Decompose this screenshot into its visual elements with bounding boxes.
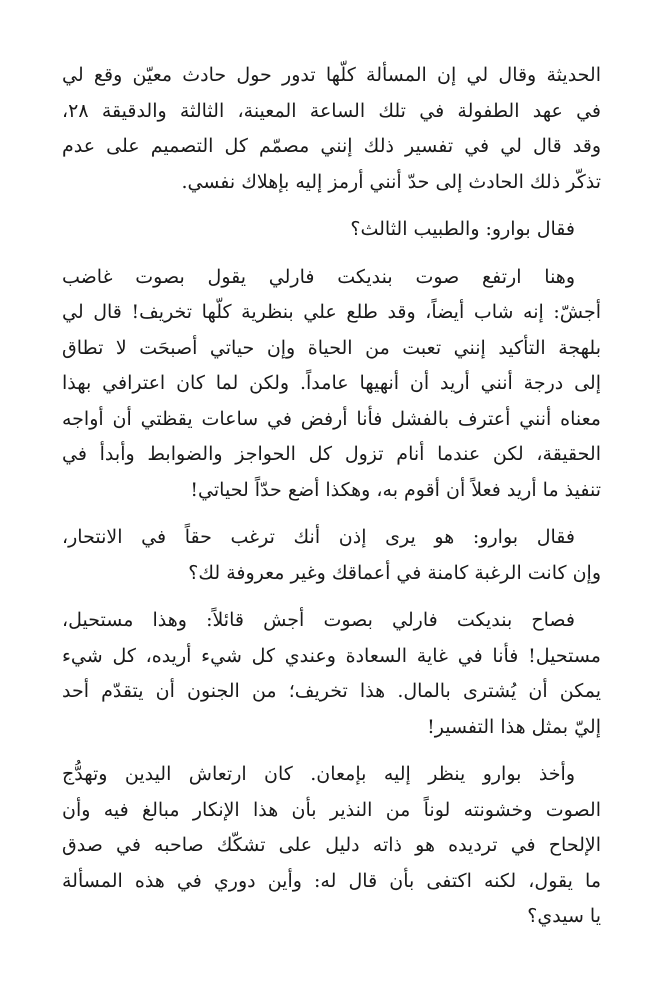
text-line: فقال بوارو: هو يرى إذن أنك ترغب حقاً في الانتحار، <box>62 526 575 548</box>
text-line: في عهد الطفولة في تلك الساعة المعينة، الثالثة والدقيقة ٢٨، <box>62 99 601 122</box>
paragraph <box>62 260 601 509</box>
text-line: إلى درجة أنني أريد أن أنهيها عامداً. ولكن لما كان اعترافي بهذا <box>62 372 601 394</box>
text-line: وأخذ بوارو ينظر إليه بإمعان. كان ارتعاش اليدين وتهدُّج <box>62 763 575 785</box>
text-line: يا سيدي؟ <box>527 905 601 927</box>
text-line: الحقيقة، لكن عندما أنام تزول كل الحواجز والضوابط وأبدأ في <box>62 443 601 465</box>
text-line: فقال بوارو: والطبيب الثالث؟ <box>350 218 575 240</box>
paragraph <box>62 603 601 745</box>
text-line: ما يقول، لكنه اكتفى بأن قال له: وأين دوري في هذه المسألة <box>62 869 601 892</box>
text-line: بلهجة التأكيد إنني تعبت من الحياة وإن حياتي أصبحَت لا تطاق <box>62 336 601 359</box>
text-line: تنفيذ ما أريد فعلاً أن أقوم به، وهكذا أضع حدّاً لحياتي! <box>190 478 601 501</box>
text-line: تذكّر ذلك الحادث إلى حدّ أنني أرمز إليه بإهلاك نفسي. <box>181 170 601 193</box>
text-line: فصاح بنديكت فارلي بصوت أجش قائلاً: وهذا مستحيل، <box>62 609 575 631</box>
text-line: يمكن أن يُشترى بالمال. هذا تخريف؛ من الجنون أن يتقدّم أحد <box>62 680 601 702</box>
text-line: مستحيل! فأنا في غاية السعادة وعندي كل شيء أريده، كل شيء <box>62 644 601 667</box>
text-line: وقد قال لي في تفسير ذلك إنني مصمّم كل التصميم على عدم <box>62 135 601 157</box>
text-line: وهنا ارتفع صوت بنديكت فارلي يقول بصوت غاضب <box>62 265 575 288</box>
text-line: الحديثة وقال لي إن المسألة كلّها تدور حول حادث معيّن وقع لي <box>62 64 601 86</box>
text-line: الصوت وخشونته لوناً من النذير بأن هذا الإنكار مبالغ فيه وأن <box>62 798 601 821</box>
text-line: إليّ بمثل هذا التفسير! <box>427 715 601 738</box>
paragraph <box>62 58 601 200</box>
text-line: أجشّ: إنه شاب أيضاً، وقد طلع علي بنظرية كلّها تخريف! قال لي <box>62 301 601 323</box>
text-line: الإلحاح في ترديده هو ذاته دليل على تشكّك صاحبه في صدق <box>62 834 601 856</box>
paragraph <box>62 757 601 935</box>
text-line: وإن كانت الرغبة كامنة في أعماقك وغير معروفة لك؟ <box>188 561 601 584</box>
text-line: معناه أنني أعترف بالفشل فأنا أرفض في ساعات يقظتي أن أواجه <box>62 407 601 430</box>
paragraph <box>62 520 601 591</box>
paragraph <box>62 212 601 248</box>
